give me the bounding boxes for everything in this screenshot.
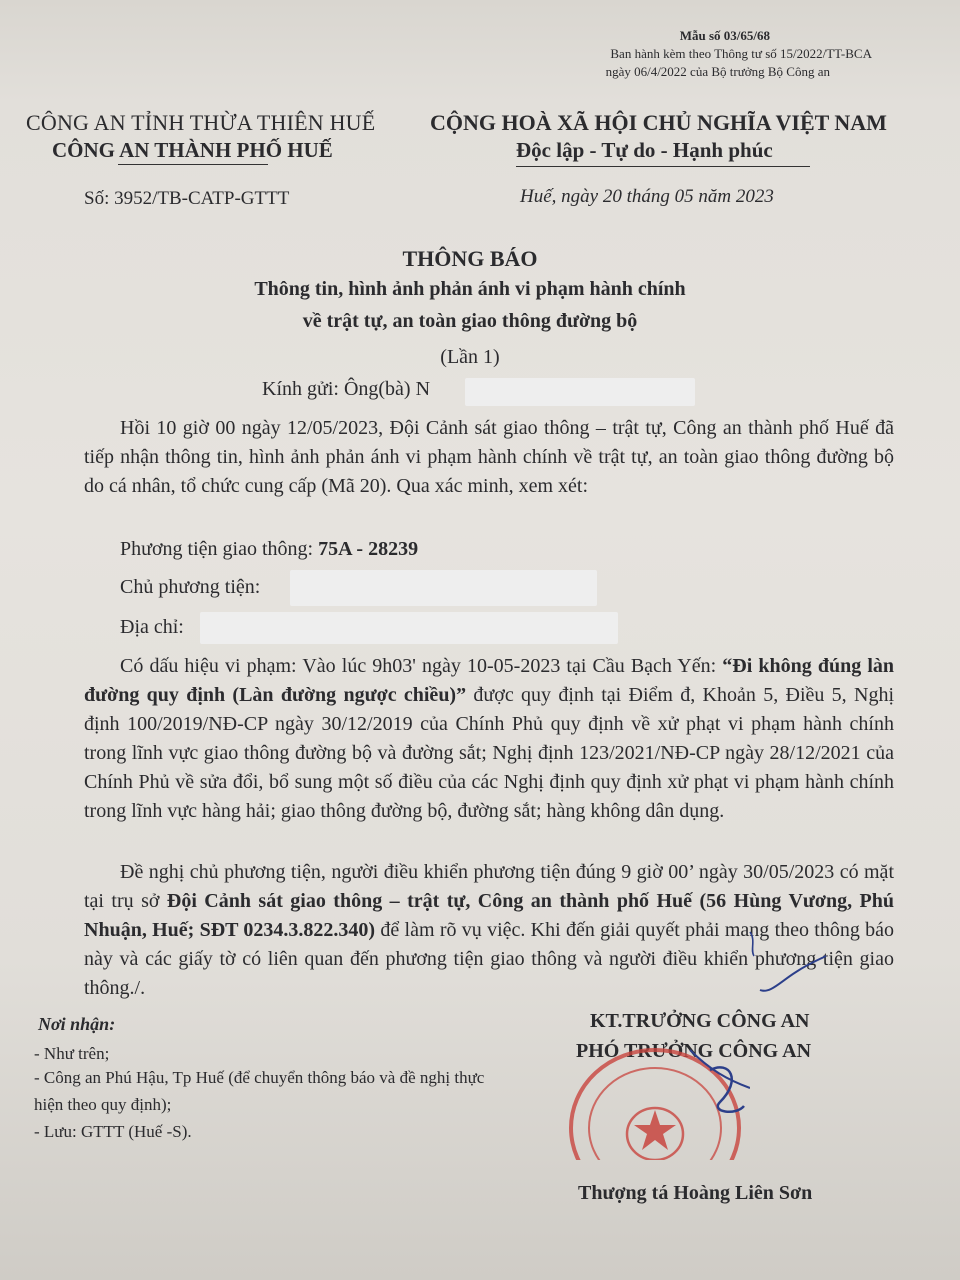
recipients-title: Nơi nhận: [38,1014,116,1034]
doc-subtitle-1: Thông tin, hình ảnh phản ánh vi phạm hành chính [254,278,686,300]
vehicle-line [120,538,418,561]
vehicle-plate: 75A - 28239 [318,538,419,560]
violation-intro: Có dấu hiệu vi phạm: Vào lúc 9h03' ngày 10-05-2023 tại Cầu Bạch Yến: [120,655,723,677]
org-underline [118,164,268,165]
signature-title-2: PHÓ TRƯỞNG CÔNG AN [576,1040,812,1062]
request-rest: để làm rõ vụ việc. Khi đến giải quyết phải mang theo thông báo này và các giấy tờ có liên quan đến phương tiện giao thông và người điều khiển phương tiện giao thông./. [84,919,895,999]
redaction-address [200,612,618,644]
motto-underline [516,166,810,167]
violation-offense: “Đi không đúng làn đường quy định (Làn đường ngược chiều)” [84,655,895,706]
doc-turn: (Lần 1) [440,346,500,368]
redaction-name [465,378,695,406]
doc-title: THÔNG BÁO [402,246,538,271]
paragraph-received: Hồi 10 giờ 00 ngày 12/05/2023, Đội Cảnh sát giao thông – trật tự, Công an thành phố Huế đã tiếp nhận thông tin, hình ảnh phản ánh vi phạm hành chính về trật tự, an toàn giao thông đường bộ do cá nhân, tổ chức cung cấp (Mã 20). Qua xác minh, xem xét: [84,417,894,497]
tick-mark [620,920,860,1000]
nation-title: CỘNG HOÀ XÃ HỘI CHỦ NGHĨA VIỆT NAM [430,110,887,135]
address-label: Địa chỉ: [120,616,184,638]
signer-name: Thượng tá Hoàng Liên Sơn [578,1182,813,1204]
greeting: Kính gửi: Ông(bà) N [262,378,431,400]
owner-label: Chủ phương tiện: [120,576,261,598]
org-name: CÔNG AN THÀNH PHỐ HUẾ [52,138,333,162]
redaction-owner [290,570,597,606]
recipient-item-1: - Như trên; [34,1044,110,1063]
nation-motto: Độc lập - Tự do - Hạnh phúc [516,138,773,162]
form-issued-date: ngày 06/4/2022 của Bộ trưởng Bộ Công an [605,64,830,79]
request-intro: Đề nghị chủ phương tiện, người điều khiển phương tiện đúng 9 giờ 00’ ngày 30/05/2023 có mặt tại trụ sở [84,861,894,912]
form-number: Mẫu số 03/65/68 [679,28,770,43]
doc-subtitle-2: về trật tự, an toàn giao thông đường bộ [302,310,638,332]
doc-number: Số: 3952/TB-CATP-GTTT [84,188,290,209]
date-line: Huế, ngày 20 tháng 05 năm 2023 [520,186,774,207]
org-parent: CÔNG AN TỈNH THỪA THIÊN HUẾ [26,110,376,135]
paragraph-violation [84,652,894,826]
violation-legal-basis: được quy định tại Điểm đ, Khoản 5, Điều 5, Nghị định 100/2019/NĐ-CP ngày 30/12/2019 của Chính Phủ quy định về xử phạt vi phạm hành chính trong lĩnh vực giao thông đường bộ và đường sắt; Nghị định 123/2021/NĐ-CP ngày 28/12/2021 của Chính Phủ về sửa đổi, bổ sung một số điều của các Nghị định quy định xử phạt vi phạm hành chính trong lĩnh vực hàng hải; giao thông đường bộ, đường sắt; hàng không dân dụng. [84,684,894,822]
recipient-item-3: - Lưu: GTTT (Huế -S). [34,1122,192,1141]
request-office: Đội Cảnh sát giao thông – trật tự, Công an thành phố Huế (56 Hùng Vương, Phú Nhuận, Huế; SĐT 0234.3.822.340) [84,890,894,941]
signature-title-1: KT.TRƯỞNG CÔNG AN [590,1010,810,1032]
official-seal-icon [560,1040,750,1160]
vehicle-label: Phương tiện giao thông: [120,538,319,560]
recipient-item-2: - Công an Phú Hậu, Tp Huế (để chuyển thông báo và đề nghị thực hiện theo quy định); [34,1068,485,1114]
form-issued-with: Ban hành kèm theo Thông tư số 15/2022/TT-BCA [610,46,872,61]
